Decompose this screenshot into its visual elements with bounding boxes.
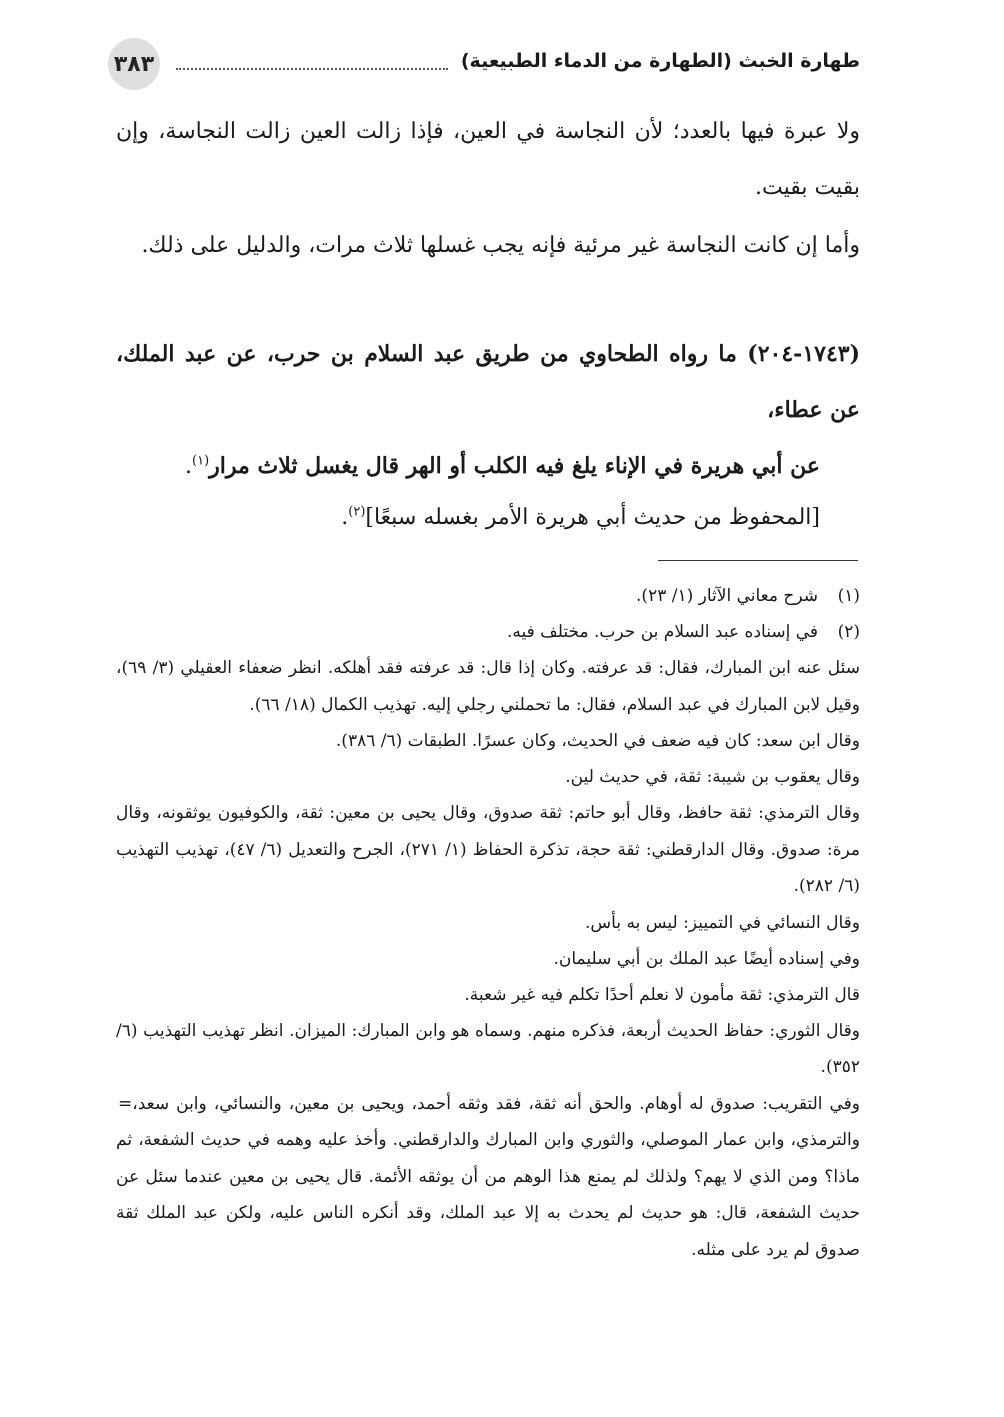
hadith-period: . — [185, 454, 193, 479]
footnote-line: وقال يعقوب بن شيبة: ثقة، في حديث لين. — [565, 767, 860, 787]
footnote-paragraph-text: وفي التقريب: صدوق له أوهام. والحق أنه ثقة، فقد وثقه أحمد، ويحيى بن معين، والنسائي، وابن سعد، والترمذي، وابن عمار الموصلي، والثوري وابن المبارك والدارقطني. وأخذ عليه وهمه في حديث الشفعة، ثم ماذا؟ ومن الذي لا يهم؟ ولذلك لم يمنع هذا الوهم من أن يوثقه الأئمة. قال يحيى بن معين عندما سئل عن حديث الشفعة، قال: هو حديث لم يحدث به إلا عبد الملك، وقد أنكره الناس عليه، ولكن عبد الملك ثقة صدوق لم يرد على مثله. — [116, 1093, 860, 1260]
paragraph-text: وأما إن كانت النجاسة غير مرئية فإنه يجب غسلها ثلاث مرات، والدليل على ذلك. — [141, 233, 860, 258]
hadith-text: عن أبي هريرة في الإناء يلغ فيه الكلب أو الهر قال يغسل ثلاث مرار — [209, 453, 820, 479]
footnote-line: وقال النسائي في التمييز: ليس به بأس. — [585, 912, 860, 933]
hadith-note-line — [116, 490, 860, 546]
footnotes-section — [116, 578, 860, 1268]
footnote-line: وفي إسناده أيضًا عبد الملك بن أبي سليمان. — [553, 948, 860, 969]
hadith-intro-text: (١٧٤٣-٢٠٤) ما رواه الطحاوي من طريق عبد السلام بن حرب، عن عبد الملك، عن عطاء، — [116, 341, 860, 423]
footnote-text: في إسناده عبد السلام بن حرب. مختلف فيه. — [507, 622, 818, 642]
footnote-ref-2[interactable]: (٢) — [348, 504, 366, 520]
continuation-mark: = — [118, 1093, 133, 1114]
hadith-intro — [116, 326, 860, 438]
footnote-ref-1[interactable]: (١) — [192, 453, 210, 469]
header-dotted-leader — [176, 68, 448, 70]
footnote-line: قال الترمذي: ثقة مأمون لا نعلم أحدًا تكلم فيه غير شعبة. — [464, 984, 860, 1005]
body-paragraph-2 — [116, 218, 860, 274]
hadith-text-para — [116, 438, 820, 495]
running-title: طهارة الخبث (الطهارة من الدماء الطبيعية) — [460, 50, 860, 72]
footnote-paragraph: سئل عنه ابن المبارك، فقال: قد عرفته. وكان إذا قال: قد عرفته فقد أهلكه. انظر ضعفاء العقيلي (٣/ ٦٩)، وقيل لابن المبارك في عبد السلام، فقال: ما تحملني رجلي إليه. تهذيب الكمال (١٨/ ٦٦). — [116, 658, 860, 715]
body-paragraph-1 — [116, 104, 860, 216]
footnote-number: (١) — [837, 586, 860, 606]
footnote-paragraph-last — [116, 1086, 860, 1269]
footnote-2 — [116, 614, 860, 650]
page-number-badge: ٣٨٣ — [108, 38, 160, 90]
hadith-text-line — [116, 438, 860, 495]
footnote-line: وقال ابن سعد: كان فيه ضعف في الحديث، وكان عسرًا. الطبقات (٦/ ٣٨٦). — [335, 731, 860, 751]
footnote-1 — [116, 578, 860, 614]
footnote-text: شرح معاني الآثار (١/ ٢٣). — [636, 586, 818, 606]
paragraph-text: ولا عبرة فيها بالعدد؛ لأن النجاسة في العين، فإذا زالت العين زالت النجاسة، وإن بقيت بقيت. — [116, 119, 860, 200]
hadith-note-text: [المحفوظ من حديث أبي هريرة الأمر بغسله سبعًا] — [365, 505, 820, 530]
footnote-separator — [658, 560, 858, 561]
footnote-paragraph: وقال الثوري: حفاظ الحديث أربعة، فذكره منهم. وسماه هو وابن المبارك: الميزان. انظر تهذيب التهذيب (٦/ ٣٥٢). — [116, 1020, 860, 1077]
hadith-note-para — [116, 490, 820, 546]
footnote-number: (٢) — [837, 622, 860, 642]
note-period: . — [341, 505, 349, 530]
footnote-paragraph: وقال الترمذي: ثقة حافظ، وقال أبو حاتم: ثقة صدوق، وقال يحيى بن معين: ثقة، والكوفيون يوثقونه، وقال مرة: صدوق. وقال الدارقطني: ثقة حجة، تذكرة الحفاظ (١/ ٢٧١)، الجرح والتعديل (٦/ ٤٧)، تهذيب التهذيب (٦/ ٢٨٢). — [116, 803, 860, 896]
page-header — [108, 38, 860, 98]
